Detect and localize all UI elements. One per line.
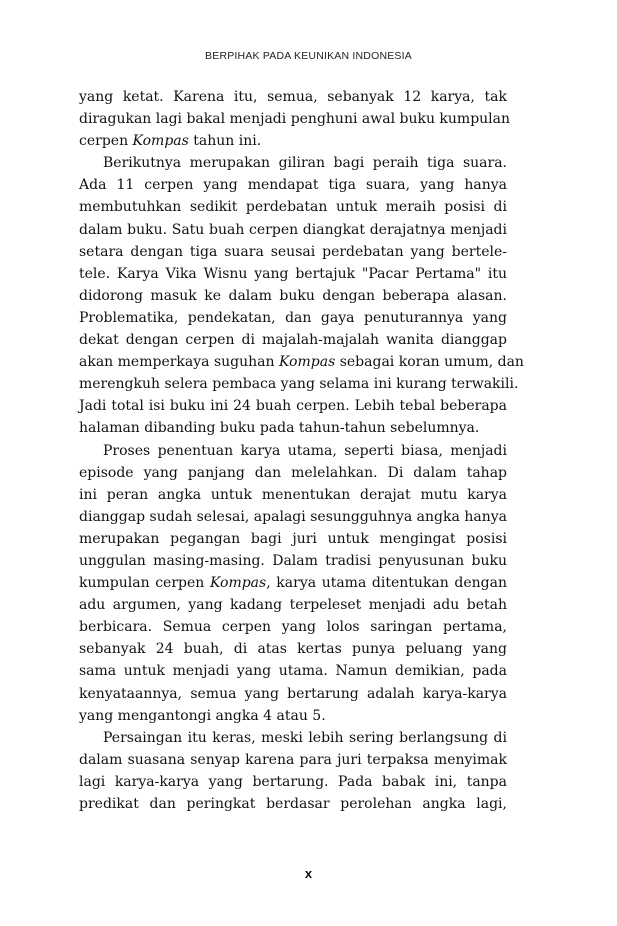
text-line: episode yang panjang dan melelahkan. Di dalam tahap [79, 464, 507, 481]
paragraph-4 [79, 727, 507, 815]
text-line: adu argumen, yang kadang terpeleset menjadi adu betah [79, 597, 507, 614]
text-line: dalam buku. Satu buah cerpen diangkat derajatnya menjadi [79, 221, 507, 238]
text-line: Problematika, pendekatan, dan gaya penuturannya yang [79, 309, 507, 326]
text-line: Jadi total isi buku ini 24 buah cerpen. Lebih tebal beberapa [79, 398, 507, 415]
paragraph-2 [79, 152, 524, 439]
publication-name: Kompas [132, 133, 189, 150]
running-header: BERPIHAK PADA KEUNIKAN INDONESIA [205, 50, 412, 62]
text-line: berbicara. Semua cerpen yang lolos saringan pertama, [79, 619, 507, 636]
text-line: sama untuk menjadi yang utama. Namun demikian, pada [79, 663, 507, 680]
text-line: merupakan pegangan bagi juri untuk mengingat posisi [79, 530, 507, 547]
text-line: akan memperkaya suguhan Kompas sebagai koran umum, dan [79, 354, 524, 371]
text-line: Persaingan itu keras, meski lebih sering berlangsung di [103, 729, 507, 746]
text-line: yang mengantongi angka 4 atau 5. [79, 707, 326, 724]
text-line: sebanyak 24 buah, di atas kertas punya peluang yang [79, 641, 507, 658]
body-text [79, 86, 524, 815]
text-line: Proses penentuan karya utama, seperti biasa, menjadi [103, 442, 507, 459]
text-line: merengkuh selera pembaca yang selama ini kurang terwakili. [79, 376, 519, 393]
paragraph-1 [79, 86, 511, 152]
text-line: setara dengan tiga suara seusai perdebatan yang bertele- [79, 243, 507, 260]
text-line: tele. Karya Vika Wisnu yang bertajuk "Pacar Pertama" itu [79, 265, 507, 282]
text-line: lagi karya-karya yang bertarung. Pada babak ini, tanpa [79, 773, 507, 790]
page-number: x [304, 866, 313, 881]
text-line: kumpulan cerpen Kompas, karya utama ditentukan dengan [79, 575, 508, 592]
text-line: cerpen Kompas tahun ini. [79, 133, 262, 150]
text-line: predikat dan peringkat berdasar perolehan angka lagi, [79, 796, 507, 812]
text-line: Berikutnya merupakan giliran bagi peraih tiga suara. [103, 155, 507, 172]
publication-name: Kompas [209, 575, 267, 592]
text-line: ini peran angka untuk menentukan derajat mutu karya [79, 486, 507, 503]
text-line: unggulan masing-masing. Dalam tradisi penyusunan buku [79, 552, 507, 569]
paragraph-3 [79, 440, 507, 727]
text-line: Ada 11 cerpen yang mendapat tiga suara, yang hanya [79, 177, 507, 194]
text-line: yang ketat. Karena itu, semua, sebanyak 12 karya, tak [79, 89, 507, 105]
text-line: dalam suasana senyap karena para juri terpaksa menyimak [79, 751, 507, 768]
text-line: membutuhkan sedikit perdebatan untuk meraih posisi di [79, 199, 507, 216]
text-line: halaman dibanding buku pada tahun-tahun sebelumnya. [79, 420, 480, 437]
text-line: dianggap sudah selesai, apalagi sesungguhnya angka hanya [79, 508, 507, 525]
text-line: didorong masuk ke dalam buku dengan beberapa alasan. [79, 287, 507, 304]
text-line: dekat dengan cerpen di majalah-majalah wanita dianggap [79, 332, 507, 349]
publication-name: Kompas [278, 354, 336, 371]
text-line: diragukan lagi bakal menjadi penghuni awal buku kumpulan [79, 111, 511, 128]
text-line: kenyataannya, semua yang bertarung adalah karya-karya [79, 685, 507, 702]
